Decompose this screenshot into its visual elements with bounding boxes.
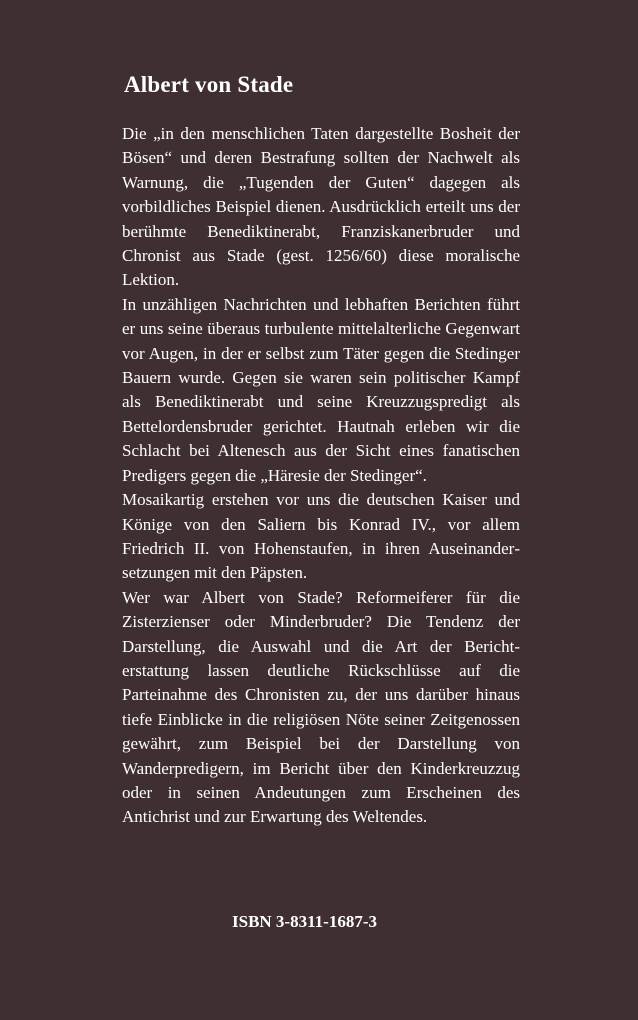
blurb-paragraph-4: Wer war Albert von Stade? Reformeiferer für die Zisterzienser oder Minderbruder? Die Tendenz der Darstellung, die Auswahl und die Art der Berichterstattung lassen deutliche Rückschlüsse auf die Parteinahme des Chronisten zu, der uns darüber hinaus tiefe Einblicke in die religiösen Nöte seiner Zeitgenossen gewährt, zum Beispiel bei der Darstellung von Wanderpredigern, im Bericht über den Kinderkreuzzug oder in seinen Andeutungen zum Erscheinen des Antichrist und zur Erwartung des Weltendes. — [122, 587, 520, 827]
blurb-paragraph-2: In unzähligen Nachrichten und lebhaften Berichten führt er uns seine überaus turbulente mittelalterliche Gegenwart vor Augen, in der er selbst zum Täter gegen die Stedinger Bauern wurde. Gegen sie waren sein politischer Kampf als Benediktinerabt und seine Kreuzzugspredigt als Bettelordensbruder gerichtet. Hautnah erleben wir die Schlacht bei Altenesch aus der Sicht eines fanatischen Predigers gegen die „Häresie der Stedinger“. — [122, 294, 520, 485]
blurb-paragraph-3: Mosaikartig erstehen vor uns die deutschen Kaiser und Könige von den Saliern bis Konrad IV., vor allem Friedrich II. von Hohenstaufen, in ihren Auseinandersetzungen mit den Päpsten. — [122, 490, 520, 583]
blurb-text — [122, 122, 520, 830]
isbn-number: ISBN 3-8311-1687-3 — [232, 912, 377, 931]
book-title: Albert von Stade — [124, 72, 294, 97]
blurb-paragraph-1: Die „in den menschlichen Taten dargestellte Bosheit der Bösen“ und deren Bestrafung sollten der Nachwelt als Warnung, die „Tugenden der Guten“ dagegen als vorbildliches Beispiel dienen. Ausdrücklich erteilt uns der berühmte Benediktinerabt, Franziskanerbruder und Chronist aus Stade (gest. 1256/60) diese moralische Lektion. — [122, 124, 520, 290]
